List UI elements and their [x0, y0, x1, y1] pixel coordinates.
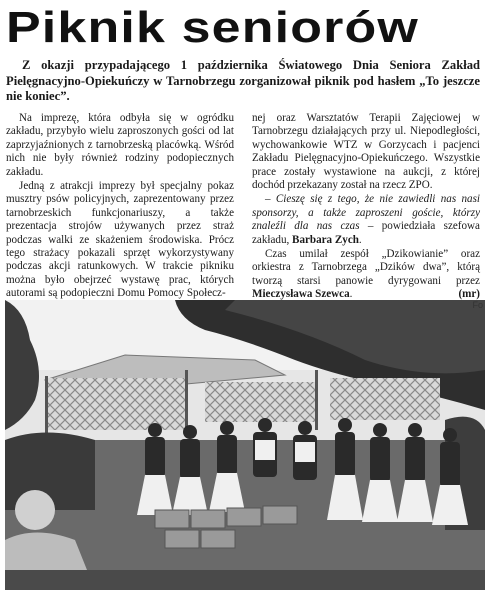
paragraph: [252, 248, 480, 302]
author-name: Barbara Zych: [292, 233, 359, 246]
quote: – Cieszę się z tego, że nie zawiedli nas nasi sponsorzy, a także zaproszeni goście, którzy znaleźli dla nas czas: [252, 193, 480, 233]
paragraph-text: Czas umilał zespół „Dzikowianie” oraz orkiestra z Tarnobrzega „Dzików dwa”, którą tworzą starsi panowie dyrygowani przez: [252, 248, 480, 287]
photo-credit: Fo: [472, 300, 483, 310]
lead-line-2: Pielęgnacyjno-Opiekuńczy w Tarnobrzegu zorganizował piknik pod hasłem: [6, 73, 416, 88]
column-left: [6, 112, 234, 302]
paragraph: nej oraz Warsztatów Terapii Zajęciowej w Tarnobrzegu działających przy ul. Niepodległości, wychowankowie WTZ w Gorzycach i pacjenci Zakładu Pielęgnacyjno-Opiekuńczego. Wszystkie prace zostały wystawione na aukcji, z której dochód przekazany został na rzecz ZPO.: [252, 112, 480, 192]
paragraph: Jedną z atrakcji imprezy był specjalny pokaz musztry psów policyjnych, zaprezentowany przez tarnobrzeskich funkcjonariuszy, a także prezentacja strojów używanych przez straż podczas walki ze skażeniem środowiska. Prócz tego strażacy pokazali sprzęt wykorzystywany podczas akcji ratunkowych. W trakcie pikniku można było obejrzeć wystawę prac, których autorami są podopieczni Domu Pomocy Społecz-: [6, 180, 234, 300]
article-headline: Piknik seniorów: [6, 3, 419, 52]
event-photo: [5, 300, 485, 590]
punctuation: .: [358, 233, 362, 246]
byline: (mr): [458, 288, 480, 301]
article-lead: [6, 58, 480, 105]
punctuation: .: [349, 288, 353, 301]
photo-illustration: [5, 300, 485, 590]
conductor-name: Mieczysława Szewca: [252, 288, 350, 301]
quote-attribution: – powiedziała szefowa zakładu,: [252, 220, 480, 246]
lead-line-3: „To jeszcze nie koniec”.: [6, 73, 480, 103]
quote-paragraph: [252, 193, 480, 247]
article-body: [6, 112, 480, 302]
lead-line-1: Z okazji przypadającego 1 października Światowego Dnia Seniora Zakład: [22, 58, 480, 72]
column-right: [252, 112, 480, 302]
paragraph: Na imprezę, która odbyła się w ogródku zakładu, przybyło wielu zaproszonych gości od lat zaprzyjaźnionych z tarnobrzeską placówką. Wśród nich nie były również rodziny podopiecznych zakładu.: [6, 112, 234, 178]
